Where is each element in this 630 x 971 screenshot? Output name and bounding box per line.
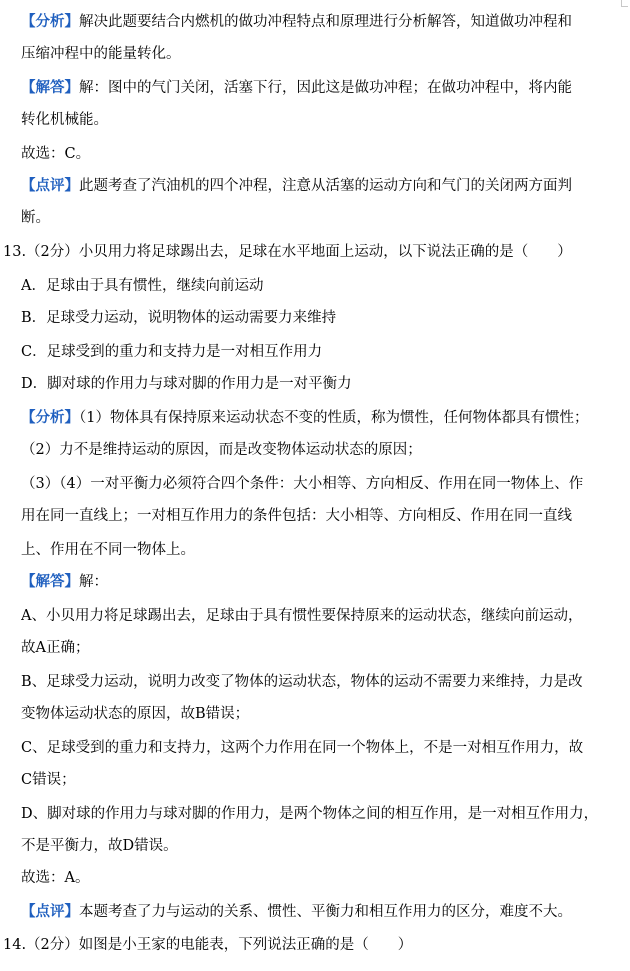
q13-choice: 故选：A。 [21, 870, 90, 886]
q13-answer-b-line-2: 变物体运动状态的原因，故B错误； [21, 706, 250, 722]
q13-answer-b-line-1: B、足球受力运动，说明力改变了物体的运动状态，物体的运动不需要力来维持，力是改 [21, 674, 583, 690]
q13-answer-d-line-2: 不是平衡力，故D错误。 [21, 838, 178, 854]
q13-option-a: A．足球由于具有惯性，继续向前运动 [21, 278, 264, 294]
q12-analysis-line-2: 压缩冲程中的能量转化。 [21, 46, 181, 62]
q13-option-b: B．足球受力运动，说明物体的运动需要力来维持 [21, 310, 337, 326]
analysis-tag: 【分析】 [21, 13, 79, 30]
q13-answer-d-line-1: D、脚对球的作用力与球对脚的作用力，是两个物体之间的相互作用，是一对相互作用力， [21, 806, 599, 822]
answer-tag: 【解答】 [21, 573, 79, 590]
q13-stem: 13.（2分）小贝用力将足球踢出去，足球在水平地面上运动，以下说法正确的是（ ） [3, 244, 572, 260]
q13-analysis-line-3: （3）（4）一对平衡力必须符合四个条件：大小相等、方向相反、作用在同一物体上、作 [21, 476, 584, 492]
q12-choice: 故选：C。 [21, 146, 91, 162]
q12-answer-line-1: 【解答】解：图中的气门关闭，活塞下行，因此这是做功冲程；在做功冲程中，将内能 [21, 79, 572, 96]
q12-comment-line-2: 断。 [21, 210, 50, 226]
q13-answer-c-line-2: C错误； [21, 772, 76, 788]
q12-answer-line-2: 转化机械能。 [21, 112, 108, 128]
q12-analysis-line-1: 【分析】解决此题要结合内燃机的做功冲程特点和原理进行分析解答，知道做功冲程和 [21, 13, 572, 30]
q13-option-d: D．脚对球的作用力与球对脚的作用力是一对平衡力 [21, 376, 352, 392]
q14-stem: 14.（2分）如图是小王家的电能表，下列说法正确的是（ ） [3, 937, 413, 953]
q13-comment: 【点评】本题考查了力与运动的关系、惯性、平衡力和相互作用力的区分，难度不大。 [21, 903, 572, 920]
q12-comment-line-1: 【点评】此题考查了汽油机的四个冲程，注意从活塞的运动方向和气门的关闭两方面判 [21, 177, 572, 194]
q13-answer-c-line-1: C、足球受到的重力和支持力，这两个力作用在同一个物体上，不是一对相互作用力，故 [21, 740, 584, 756]
q13-analysis-line-2: （2）力不是维持运动的原因，而是改变物体运动状态的原因； [21, 442, 422, 458]
page-corner-mark [621, 0, 628, 7]
answer-tag: 【解答】 [21, 79, 79, 96]
q13-answer-a-line-2: 故A正确； [21, 640, 90, 656]
comment-tag: 【点评】 [21, 903, 79, 920]
q13-answer-head: 【解答】解： [21, 573, 108, 590]
analysis-tag: 【分析】 [21, 409, 79, 426]
q13-answer-a-line-1: A、小贝用力将足球踢出去，足球由于具有惯性要保持原来的运动状态，继续向前运动， [21, 608, 583, 624]
q13-analysis-line-4: 用在同一直线上；一对相互作用力的条件包括：大小相等、方向相反、作用在同一直线 [21, 508, 572, 524]
comment-tag: 【点评】 [21, 177, 79, 194]
q13-analysis-line-5: 上、作用在不同一物体上。 [21, 542, 195, 558]
q13-option-c: C．足球受到的重力和支持力是一对相互作用力 [21, 344, 323, 360]
q13-analysis-line-1: 【分析】（1）物体具有保持原来运动状态不变的性质，称为惯性，任何物体都具有惯性； [21, 409, 589, 426]
